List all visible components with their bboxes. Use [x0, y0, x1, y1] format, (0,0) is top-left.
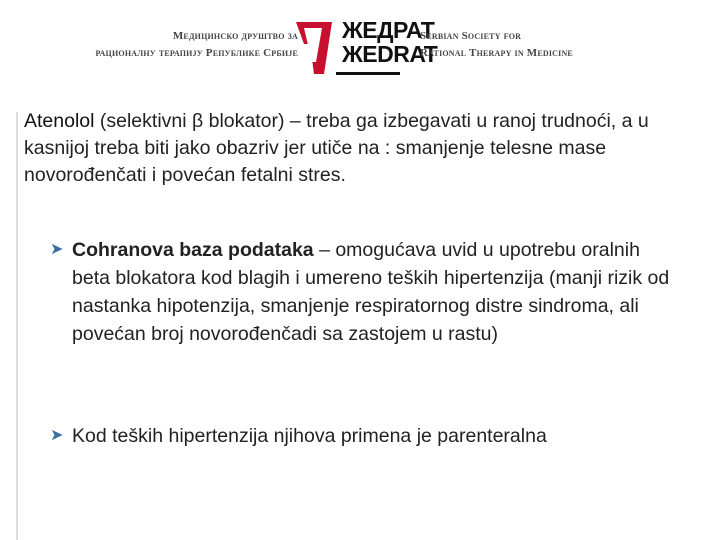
- intro-lead: Atenolol: [24, 110, 95, 132]
- society-logo: [296, 14, 438, 80]
- logo-underline: [336, 72, 400, 75]
- header-left-line-2: рационалну терапију Републике Србије: [95, 47, 298, 59]
- bullet-text: – omogućava uvid u upotrebu oralnih beta blokatora kod blagih i umereno teških hipertenzija (manji rizik od nastanka hipotenzija, smanjenje respiratornog distre sindroma, ali povećan broj novorođenčadi sa zastojem u rastu): [72, 239, 670, 345]
- header-left-text: [70, 28, 298, 62]
- left-divider: [16, 112, 18, 540]
- bullet-item-cochrane: [50, 236, 670, 348]
- intro-text: (selektivni β blokator) – treba ga izbegavati u ranoj trudnoći, a u kasnijoj treba biti jako obazriv jer utiče na : smanjenje telesne mase novorođenčati i povećan fetalni stres.: [24, 110, 649, 186]
- logo-text-cyrillic: ЖЕДРАТ: [342, 17, 435, 43]
- bullet-arrow-icon: ➤: [50, 241, 64, 258]
- header-banner: [70, 14, 590, 84]
- bullet-arrow-icon: ➤: [50, 427, 64, 444]
- intro-paragraph: [24, 108, 704, 189]
- header-right-text: [420, 28, 600, 62]
- bullet-text: Kod teških hipertenzija njihova primena je parenteralna: [72, 425, 547, 447]
- bullet-lead: Cohranova baza podataka: [72, 239, 314, 261]
- bullet-item-parenteral: [50, 422, 670, 450]
- header-right-line-2: Rational Therapy in Medicine: [420, 47, 573, 59]
- header-right-line-1: Serbian Society for: [420, 30, 522, 42]
- logo-text-latin: ЖEDRAT: [342, 41, 438, 67]
- header-left-line-1: Медицинско друштво за: [172, 30, 298, 42]
